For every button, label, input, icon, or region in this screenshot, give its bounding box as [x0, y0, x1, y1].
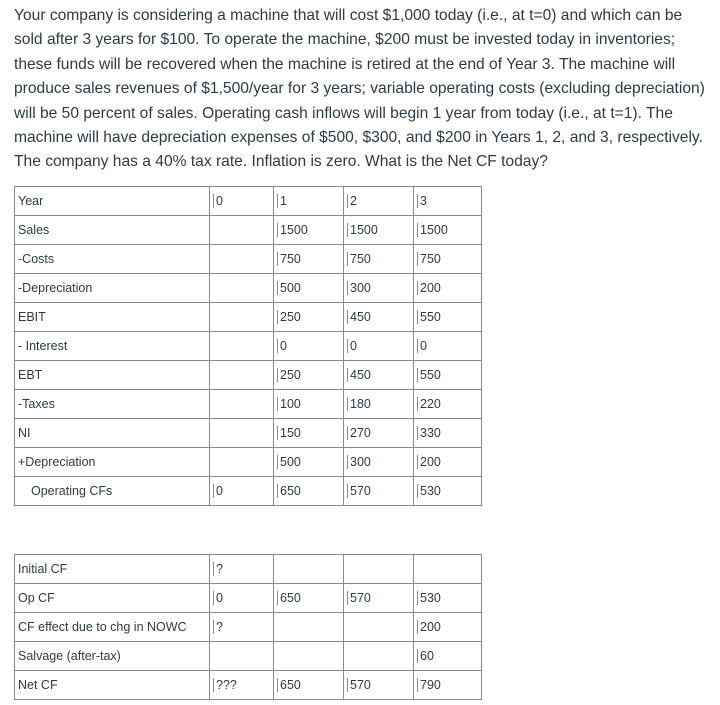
- row-label: NI: [15, 419, 210, 448]
- row-label: Net CF: [15, 671, 210, 700]
- cell-value: 270: [347, 426, 371, 440]
- cell-v0: [210, 613, 274, 642]
- cell-v1: [274, 613, 344, 642]
- row-label: -Costs: [15, 245, 210, 274]
- cell-value: 750: [277, 252, 301, 266]
- cell-v0: [210, 671, 274, 700]
- cell-v2: [344, 390, 414, 419]
- cell-value: 650: [277, 591, 301, 605]
- cell-value: 200: [417, 620, 441, 634]
- cell-value: 330: [417, 426, 441, 440]
- net-cash-flow-table: [14, 554, 482, 700]
- cell-value: 570: [347, 678, 371, 692]
- cell-v2: [344, 216, 414, 245]
- cell-v3: [414, 555, 482, 584]
- cell-v2: [344, 187, 414, 216]
- cell-value: 100: [277, 397, 301, 411]
- table-row: [15, 584, 482, 613]
- cell-v2: [344, 555, 414, 584]
- cell-v0: [210, 274, 274, 303]
- table-row: [15, 419, 482, 448]
- cell-v3: [414, 419, 482, 448]
- row-label: -Depreciation: [15, 274, 210, 303]
- cell-v1: [274, 642, 344, 671]
- row-label: Op CF: [15, 584, 210, 613]
- cell-value: 570: [347, 484, 371, 498]
- table-row: [15, 187, 482, 216]
- question-paragraph: Your company is considering a machine that will cost $1,000 today (i.e., at t=0) and which can be sold after 3 years for $100. To operate the machine, $200 must be invested today in inventories; these funds will be recovered when the machine is retired at the end of Year 3. The machine will produce sales revenues of $1,500/year for 3 years; variable operating costs (excluding depreciation) will be 50 percent of sales. Operating cash inflows will begin 1 year from today (i.e., at t=1). The machine will have depreciation expenses of $500, $300, and $200 in Years 1, 2, and 3, respectively. The company has a 40% tax rate. Inflation is zero. What is the Net CF today?: [14, 7, 705, 171]
- income-statement-table: [14, 186, 482, 506]
- cell-v3: [414, 332, 482, 361]
- table-row: [15, 245, 482, 274]
- cell-value: 0: [417, 339, 427, 353]
- cell-v3: [414, 613, 482, 642]
- cell-v2: [344, 477, 414, 506]
- cell-v3: [414, 448, 482, 477]
- cell-v0: [210, 245, 274, 274]
- cell-v0: [210, 361, 274, 390]
- cell-value: 450: [347, 368, 371, 382]
- row-label: +Depreciation: [15, 448, 210, 477]
- cell-value: 790: [417, 678, 441, 692]
- cell-value: 500: [277, 455, 301, 469]
- cell-v1: [274, 584, 344, 613]
- cell-v3: [414, 361, 482, 390]
- cell-value: 0: [213, 484, 223, 498]
- table-row: [15, 390, 482, 419]
- cell-v2: [344, 419, 414, 448]
- cell-v3: [414, 303, 482, 332]
- cell-value: 0: [277, 339, 287, 353]
- cell-v0: [210, 303, 274, 332]
- row-label: - Interest: [15, 332, 210, 361]
- cell-v2: [344, 613, 414, 642]
- cell-v2: [344, 642, 414, 671]
- cell-value: 750: [417, 252, 441, 266]
- row-label: Year: [15, 187, 210, 216]
- cell-value: 570: [347, 591, 371, 605]
- cell-v1: [274, 448, 344, 477]
- table-row: [15, 448, 482, 477]
- cell-v0: [210, 448, 274, 477]
- cell-v1: [274, 332, 344, 361]
- cell-value: 530: [417, 484, 441, 498]
- cell-value: 60: [417, 649, 434, 663]
- table-row: [15, 303, 482, 332]
- cell-value: 3: [417, 194, 427, 208]
- cell-value: 250: [277, 310, 301, 324]
- cell-v2: [344, 303, 414, 332]
- cell-value: 500: [277, 281, 301, 295]
- cell-value: 150: [277, 426, 301, 440]
- cell-value: 1500: [417, 223, 448, 237]
- cell-v1: [274, 671, 344, 700]
- cell-value: 200: [417, 281, 441, 295]
- cell-v2: [344, 332, 414, 361]
- cell-value: ???: [213, 678, 237, 692]
- cell-v1: [274, 555, 344, 584]
- cell-v3: [414, 477, 482, 506]
- cell-value: 250: [277, 368, 301, 382]
- cell-v0: [210, 419, 274, 448]
- cell-v2: [344, 361, 414, 390]
- cell-v1: [274, 303, 344, 332]
- cell-value: 2: [347, 194, 357, 208]
- cell-value: 180: [347, 397, 371, 411]
- cell-value: 200: [417, 455, 441, 469]
- row-label: Salvage (after-tax): [15, 642, 210, 671]
- cell-v0: [210, 642, 274, 671]
- cell-v1: [274, 274, 344, 303]
- cell-v3: [414, 274, 482, 303]
- cell-value: 1500: [277, 223, 308, 237]
- cell-value: 750: [347, 252, 371, 266]
- cell-value: 0: [213, 194, 223, 208]
- cell-v1: [274, 477, 344, 506]
- cell-v1: [274, 390, 344, 419]
- cell-v0: [210, 390, 274, 419]
- table-row: [15, 274, 482, 303]
- cell-v3: [414, 671, 482, 700]
- cell-value: 530: [417, 591, 441, 605]
- cell-value: 0: [213, 591, 223, 605]
- table-row: [15, 642, 482, 671]
- cell-v1: [274, 187, 344, 216]
- table-row: [15, 332, 482, 361]
- cell-value: 1: [277, 194, 287, 208]
- cell-value: ?: [213, 620, 223, 634]
- cell-v1: [274, 245, 344, 274]
- row-label: EBIT: [15, 303, 210, 332]
- table-row: [15, 671, 482, 700]
- cell-value: 220: [417, 397, 441, 411]
- cell-value: 450: [347, 310, 371, 324]
- cell-v2: [344, 584, 414, 613]
- cell-v3: [414, 642, 482, 671]
- cell-v3: [414, 584, 482, 613]
- cell-v2: [344, 245, 414, 274]
- cell-v2: [344, 274, 414, 303]
- cell-v3: [414, 216, 482, 245]
- row-label: Sales: [15, 216, 210, 245]
- cell-v0: [210, 477, 274, 506]
- cell-value: 550: [417, 310, 441, 324]
- row-label: EBT: [15, 361, 210, 390]
- row-label: Initial CF: [15, 555, 210, 584]
- cell-v3: [414, 390, 482, 419]
- cell-v3: [414, 187, 482, 216]
- table-row: [15, 477, 482, 506]
- row-label: -Taxes: [15, 390, 210, 419]
- table-row: [15, 216, 482, 245]
- cell-v2: [344, 671, 414, 700]
- cell-v0: [210, 216, 274, 245]
- cell-value: 650: [277, 678, 301, 692]
- cell-value: 550: [417, 368, 441, 382]
- row-label: CF effect due to chg in NOWC: [15, 613, 210, 642]
- cell-v0: [210, 584, 274, 613]
- cell-v2: [344, 448, 414, 477]
- cell-value: ?: [213, 562, 223, 576]
- cell-value: 0: [347, 339, 357, 353]
- table-row: [15, 361, 482, 390]
- cell-v0: [210, 187, 274, 216]
- cell-v0: [210, 555, 274, 584]
- cell-v0: [210, 332, 274, 361]
- cell-value: 300: [347, 281, 371, 295]
- question-text: [14, 4, 714, 175]
- cell-v1: [274, 216, 344, 245]
- cell-value: 300: [347, 455, 371, 469]
- cell-v3: [414, 245, 482, 274]
- cell-value: 650: [277, 484, 301, 498]
- row-label: Operating CFs: [15, 477, 210, 506]
- cell-v1: [274, 361, 344, 390]
- cell-value: 1500: [347, 223, 378, 237]
- table-row: [15, 555, 482, 584]
- cell-v1: [274, 419, 344, 448]
- table-row: [15, 613, 482, 642]
